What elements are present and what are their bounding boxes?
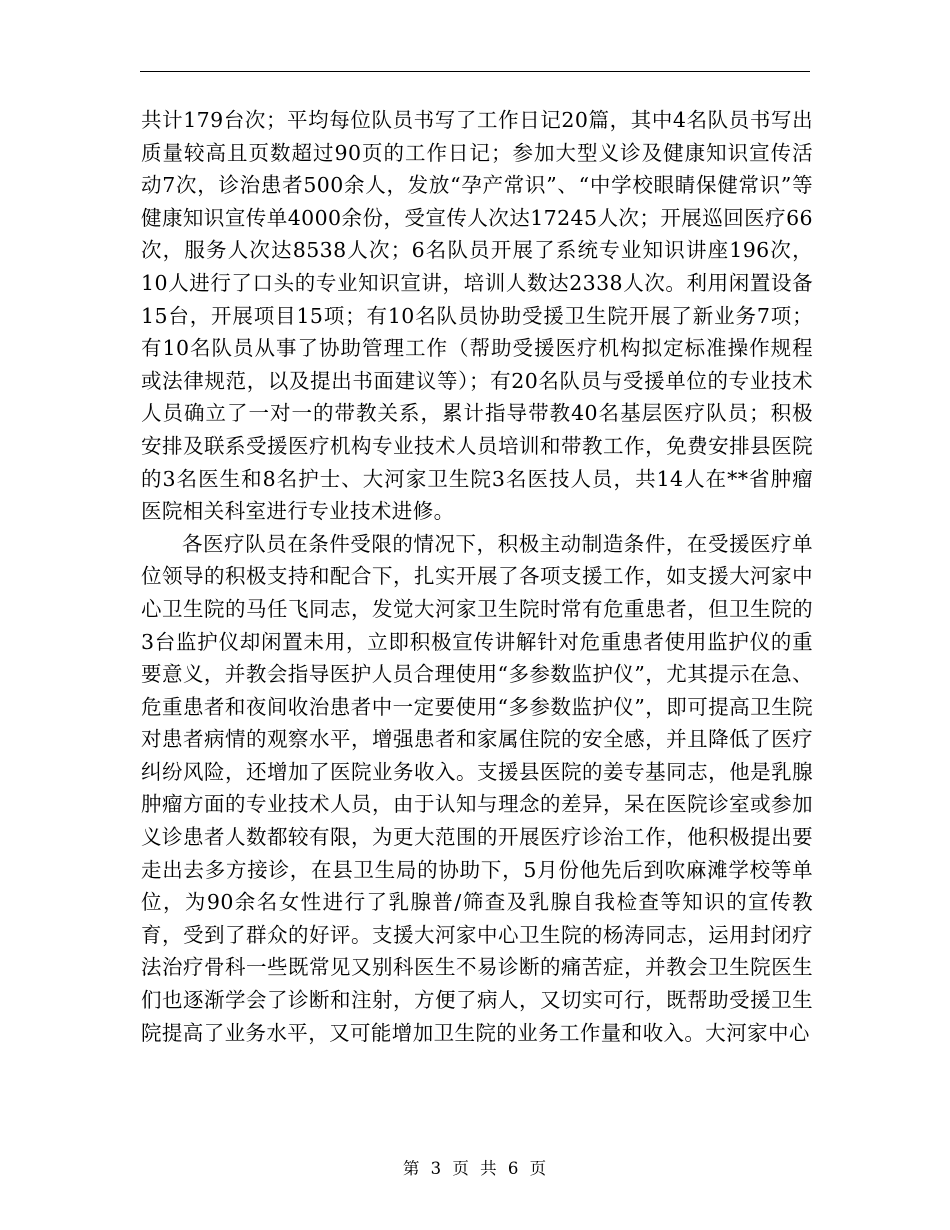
header-rule — [140, 71, 810, 72]
paragraph-1: 共计179台次；平均每位队员书写了工作日记20篇，其中4名队员书写出质量较高且页数超过90页的工作日记；参加大型义诊及健康知识宣传活动7次，诊治患者500余人，发放“孕产常识”、“中学校眼睛保健常识”等健康知识宣传单4000余份，受宣传人次达17245人次；开展巡回医疗66次，服务人次达8538人次；6名队员开展了系统专业知识讲座196次，10人进行了口头的专业知识宣讲，培训人数达2338人次。利用闲置设备15台，开展项目15项；有10名队员协助受援卫生院开展了新业务7项；有10名队员从事了协助管理工作（帮助受援医疗机构拟定标准操作规程或法律规范，以及提出书面建议等）；有20名队员与受援单位的专业技术人员确立了一对一的带教关系，累计指导带教40名基层医疗队员；积极安排及联系受援医疗机构专业技术人员培训和带教工作，免费安排县医院的3名医生和8名护士、大河家卫生院3名医技人员，共14人在**省肿瘤医院相关科室进行专业技术进修。 — [141, 108, 813, 524]
document-body — [141, 104, 813, 1049]
paragraph-2: 各医疗队员在条件受限的情况下，积极主动制造条件，在受援医疗单位领导的积极支持和配合下，扎实开展了各项支援工作，如支援大河家中心卫生院的马任飞同志，发觉大河家卫生院时常有危重患者，但卫生院的3台监护仪却闲置未用，立即积极宣传讲解针对危重患者使用监护仪的重要意义，并教会指导医护人员合理使用“多参数监护仪”，尤其提示在急、危重患者和夜间收治患者中一定要使用“多参数监护仪”，即可提高卫生院对患者病情的观察水平，增强患者和家属住院的安全感，并且降低了医疗纠纷风险，还增加了医院业务收入。支援县医院的姜专基同志，他是乳腺肿瘤方面的专业技术人员，由于认知与理念的差异，呆在医院诊室或参加义诊患者人数都较有限，为更大范围的开展医疗诊治工作，他积极提出要走出去多方接诊，在县卫生局的协助下，5月份他先后到吹麻滩学校等单位，为90余名女性进行了乳腺普/筛查及乳腺自我检查等知识的宣传教育，受到了群众的好评。支援大河家中心卫生院的杨涛同志，运用封闭疗法治疗骨科一些既常见又别科医生不易诊断的痛苦症，并教会卫生院医生们也逐渐学会了诊断和注射，方便了病人，又切实可行，既帮助受援卫生院提高了业务水平，又可能增加卫生院的业务工作量和收入。大河家中心 — [141, 531, 813, 1045]
page-number-footer: 第 3 页 共 6 页 — [402, 1159, 548, 1178]
